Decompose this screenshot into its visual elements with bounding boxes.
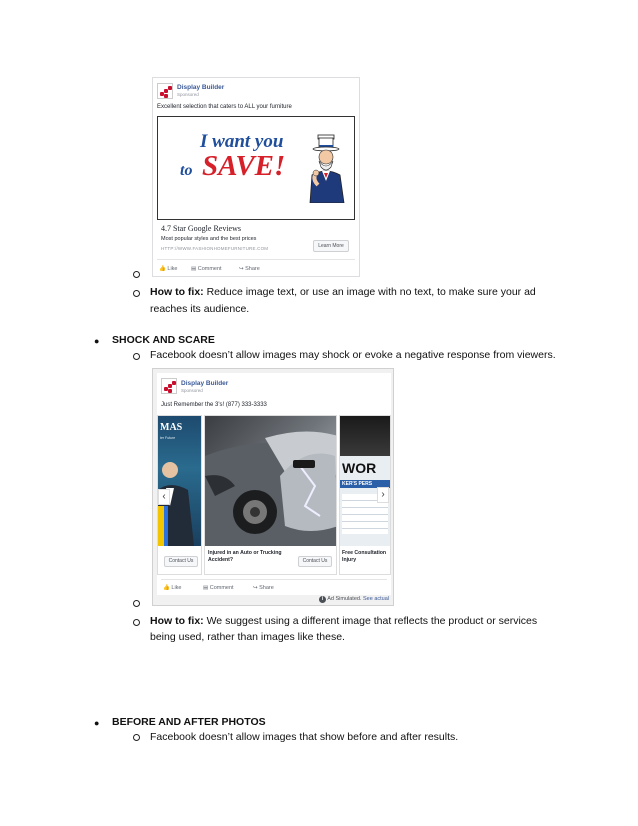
slide-right-image bbox=[340, 416, 391, 546]
slide-right-small: KER'S PERS bbox=[340, 480, 391, 488]
fix1-label: How to fix: bbox=[150, 286, 204, 298]
ad2-inner bbox=[157, 373, 391, 595]
brand-name[interactable]: Display Builder bbox=[181, 380, 229, 387]
sub-bullet-empty-1 bbox=[133, 271, 140, 278]
ad2-divider bbox=[161, 579, 387, 580]
ad-url[interactable]: HTTP://WWW.FASHIONHOMEFURNITURE.COM bbox=[161, 246, 269, 251]
fix2-label: How to fix: bbox=[150, 615, 204, 627]
share-action[interactable]: ↪ Share bbox=[239, 266, 260, 272]
fix2-paragraph bbox=[150, 613, 570, 630]
brand-name[interactable]: Display Builder bbox=[177, 84, 225, 91]
uncle-sam-illustration bbox=[304, 133, 350, 203]
slide-right-top-band bbox=[340, 416, 391, 456]
share-icon: ↪ bbox=[239, 266, 244, 272]
see-actual-link[interactable]: See actual bbox=[363, 596, 390, 602]
fix2-text: We suggest using a different image that reflects the product or services bbox=[203, 615, 538, 627]
ad-headline[interactable]: 4.7 Star Google Reviews bbox=[161, 224, 241, 233]
sub-bullet-empty-2 bbox=[133, 600, 140, 607]
ad-preview-carousel bbox=[152, 368, 394, 606]
fix1-text: Reduce image text, or use an image with no text, to make sure your ad bbox=[203, 286, 536, 298]
slide-middle-image bbox=[205, 416, 337, 546]
ad-description: Most popular styles and the best prices bbox=[161, 236, 257, 242]
learn-more-button[interactable]: Learn More bbox=[313, 240, 349, 252]
ad-image-save-word: SAVE! bbox=[202, 150, 286, 182]
slide-right-caption[interactable]: Free Consultation Injury bbox=[342, 550, 387, 563]
ad-body-text: Just Remember the 3's! (877) 333-3333 bbox=[161, 402, 267, 408]
comment-action[interactable]: ▤ Comment bbox=[203, 585, 234, 591]
ad-simulated-notice: i Ad Simulated. See actual bbox=[319, 596, 389, 603]
slide-left-title: MAS bbox=[160, 422, 183, 433]
crashed-car-illustration bbox=[205, 416, 337, 546]
comment-action[interactable]: ▤ Comment bbox=[191, 266, 222, 272]
slide-left-image bbox=[158, 416, 202, 546]
like-action[interactable]: 👍 Like bbox=[163, 585, 182, 591]
ad-divider bbox=[157, 259, 355, 260]
like-action[interactable]: 👍 Like bbox=[159, 266, 178, 272]
section-heading-shock: SHOCK AND SCARE bbox=[112, 334, 215, 346]
slide-left-small: ter Future bbox=[160, 436, 176, 440]
sponsored-label: Sponsored bbox=[181, 388, 203, 393]
ad-image-line1: I want you bbox=[200, 131, 284, 152]
sub-bullet-fix2 bbox=[133, 619, 140, 626]
fix2-paragraph-line2: being used, rather than images like these. bbox=[150, 631, 345, 643]
comment-icon: ▤ bbox=[203, 585, 209, 591]
fix1-paragraph bbox=[150, 284, 570, 301]
contact-us-button-middle[interactable]: Contact Us bbox=[298, 556, 332, 567]
slide-middle-caption[interactable]: Injured in an Auto or Trucking Accident? bbox=[208, 550, 282, 563]
thumbs-up-icon: 👍 bbox=[159, 266, 166, 272]
ad-preview-furniture bbox=[152, 77, 360, 277]
sub-bullet-fix1 bbox=[133, 290, 140, 297]
section-heading-before-after: BEFORE AND AFTER PHOTOS bbox=[112, 716, 266, 728]
brand-logo-icon bbox=[157, 83, 173, 99]
bullet-shock: ● bbox=[94, 336, 100, 346]
slide-right-word: WOR bbox=[342, 460, 377, 476]
carousel-slide-middle[interactable] bbox=[204, 415, 337, 575]
sub-bullet-before-after bbox=[133, 734, 140, 741]
ad-image[interactable] bbox=[157, 116, 355, 220]
comment-icon: ▤ bbox=[191, 266, 197, 272]
before-after-description: Facebook doesn’t allow images that show before and after results. bbox=[150, 731, 459, 743]
brand-logo-icon bbox=[161, 378, 177, 394]
bullet-before-after: ● bbox=[94, 718, 100, 728]
shock-description: Facebook doesn’t allow images may shock or evoke a negative response from viewers. bbox=[150, 349, 556, 361]
thumbs-up-icon: 👍 bbox=[163, 585, 170, 591]
sub-bullet-shock bbox=[133, 353, 140, 360]
sponsored-label: Sponsored bbox=[177, 92, 199, 97]
fix1-paragraph-line2: reaches its audience. bbox=[150, 303, 250, 315]
carousel-prev-icon[interactable]: ‹ bbox=[158, 489, 170, 505]
carousel-next-icon[interactable]: › bbox=[377, 487, 389, 503]
share-action[interactable]: ↪ Share bbox=[253, 585, 274, 591]
info-icon: i bbox=[319, 596, 326, 603]
ad-body-text: Excellent selection that caters to ALL your furniture bbox=[157, 104, 292, 110]
contact-us-button-left[interactable]: Contact Us bbox=[164, 556, 198, 567]
ad-image-line2-prefix: to bbox=[180, 162, 193, 179]
share-icon: ↪ bbox=[253, 585, 258, 591]
